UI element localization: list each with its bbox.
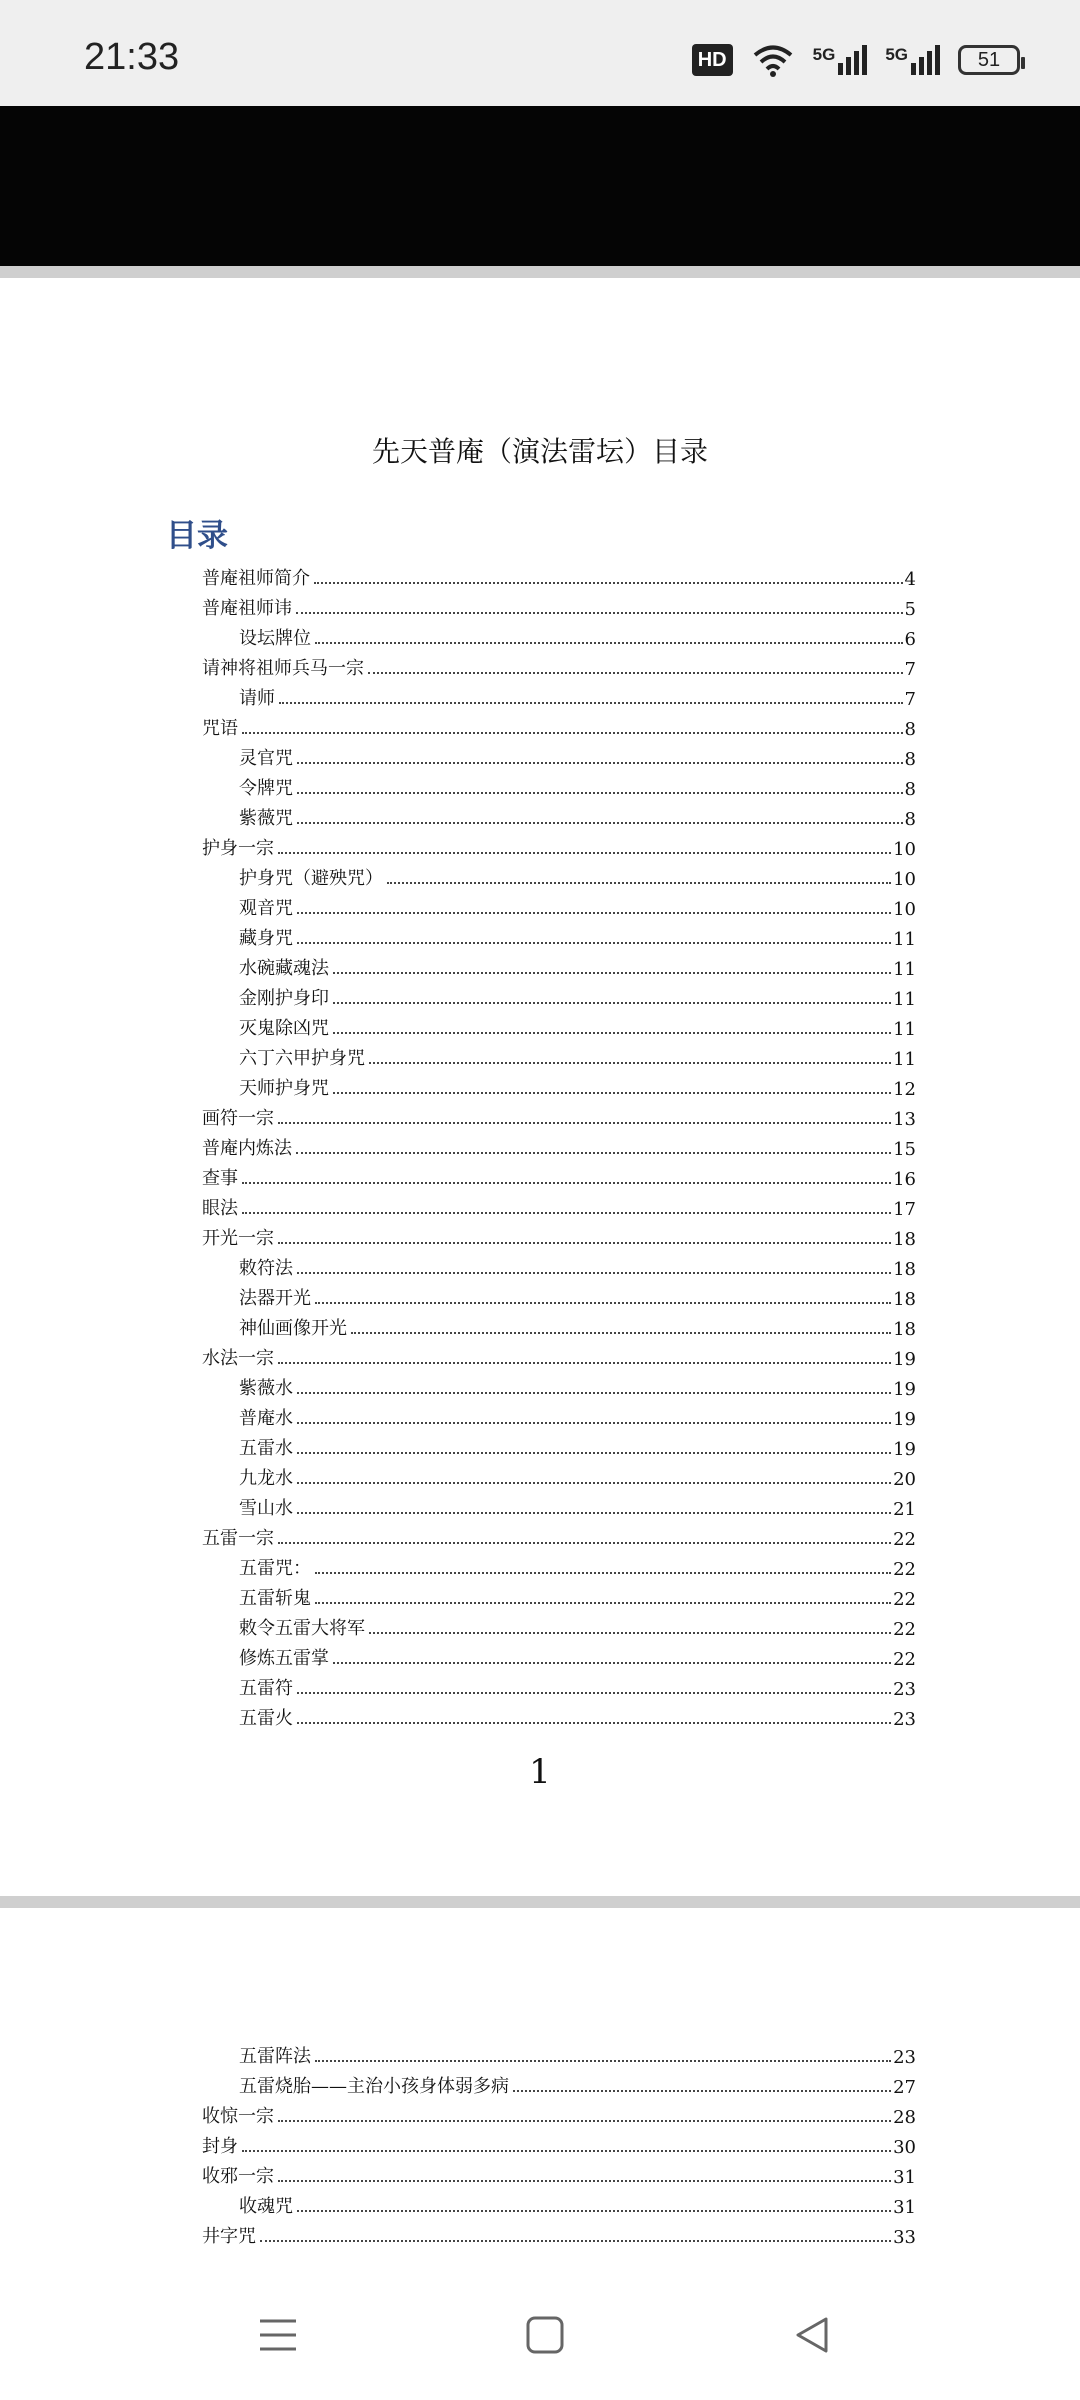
viewer-top-banner (0, 106, 1080, 266)
toc-leader-dots (297, 1392, 891, 1394)
page-gap (0, 266, 1080, 278)
toc-entry-page: 7 (904, 689, 916, 710)
toc-entry-page: 16 (893, 1169, 916, 1190)
toc-entry-label: 请师 (239, 688, 275, 709)
toc-leader-dots (297, 912, 891, 914)
toc-entry[interactable] (239, 740, 916, 770)
toc-entry-page: 20 (893, 1469, 916, 1490)
toc-leader-dots (333, 1002, 891, 1004)
toc-entry-label: 六丁六甲护身咒 (239, 1048, 365, 1069)
menu-button[interactable] (243, 2300, 313, 2370)
back-button[interactable] (777, 2300, 847, 2370)
toc-leader-dots (297, 1452, 891, 1454)
toc-entry[interactable] (239, 1670, 916, 1700)
toc-entry-page: 10 (893, 899, 916, 920)
toc-entry-page: 22 (893, 1559, 916, 1580)
toc-leader-dots (333, 1032, 891, 1034)
toc-entry-label: 敕符法 (239, 1258, 293, 1279)
toc-leader-dots (315, 2060, 891, 2062)
toc-leader-dots (297, 762, 903, 764)
battery-level: 51 (977, 48, 1001, 71)
toc-leader-dots (278, 1362, 891, 1364)
toc-leader-dots (369, 1632, 891, 1634)
toc-entry[interactable] (202, 650, 916, 680)
toc-entry-label: 普庵内炼法 (202, 1138, 292, 1159)
toc-entry-page: 4 (904, 569, 916, 590)
toc-entry-page: 21 (893, 1499, 916, 1520)
toc-entry[interactable] (202, 710, 916, 740)
toc-leader-dots (278, 1542, 891, 1544)
toc-entry-label: 画符一宗 (202, 1108, 274, 1129)
toc-entry-page: 31 (893, 2167, 916, 2188)
toc-entry[interactable] (202, 1520, 916, 1550)
toc-entry-label: 设坛牌位 (239, 628, 311, 649)
toc-entry-label: 九龙水 (239, 1468, 293, 1489)
toc-entry-label: 封身 (202, 2136, 238, 2157)
toc-entry[interactable] (239, 980, 916, 1010)
toc-entry[interactable] (202, 1160, 916, 1190)
toc-entry[interactable] (239, 800, 916, 830)
toc-leader-dots (369, 1062, 891, 1064)
toc-entry-label: 五雷阵法 (239, 2046, 311, 2067)
toc-entry-label: 天师护身咒 (239, 1078, 329, 1099)
toc-entry-page: 19 (893, 1439, 916, 1460)
toc-entry-page: 27 (893, 2077, 916, 2098)
toc-leader-dots (315, 1302, 891, 1304)
toc-entry-page: 6 (904, 629, 916, 650)
document-title: 先天普庵（演法雷坛）目录 (371, 435, 708, 468)
toc-entry-page: 8 (904, 779, 916, 800)
toc-entry[interactable] (239, 2188, 916, 2218)
toc-entry-label: 法器开光 (239, 1288, 311, 1309)
home-button[interactable] (510, 2300, 580, 2370)
toc-entry[interactable] (239, 1490, 916, 1520)
toc-entry-page: 18 (893, 1229, 916, 1250)
toc-entry[interactable] (239, 2068, 916, 2098)
toc-entry-page: 23 (893, 1679, 916, 1700)
toc-entry-page: 28 (893, 2107, 916, 2128)
toc-leader-dots (297, 1272, 891, 1274)
toc-entry-page: 8 (904, 719, 916, 740)
toc-entry[interactable] (202, 1190, 916, 1220)
toc-entry[interactable] (239, 1070, 916, 1100)
toc-entry[interactable] (202, 1340, 916, 1370)
page-separator (0, 1896, 1080, 1908)
toc-entry-page: 10 (893, 869, 916, 890)
toc-entry[interactable] (239, 1250, 916, 1280)
toc-entry-label: 五雷水 (239, 1438, 293, 1459)
toc-heading: 目录 (166, 518, 228, 553)
toc-entry-page: 11 (893, 989, 916, 1010)
toc-entry-page: 8 (904, 749, 916, 770)
toc-entry-page: 8 (904, 809, 916, 830)
signal-5g-label: 5G (812, 45, 836, 64)
toc-leader-dots (278, 1122, 891, 1124)
toc-entry-label: 紫薇咒 (239, 808, 293, 829)
toc-entry[interactable] (239, 2038, 916, 2068)
toc-leader-dots (368, 672, 903, 674)
toc-entry-page: 23 (893, 1709, 916, 1730)
toc-entry-page: 31 (893, 2197, 916, 2218)
toc-entry[interactable] (202, 2128, 916, 2158)
toc-leader-dots (279, 702, 903, 704)
toc-entry-label: 观音咒 (239, 898, 293, 919)
toc-entry-label: 查事 (202, 1168, 238, 1189)
toc-entry[interactable] (202, 2098, 916, 2128)
battery-icon (958, 45, 1020, 75)
toc-entry[interactable] (202, 1130, 916, 1160)
toc-leader-dots (278, 1242, 891, 1244)
toc-entry-page: 18 (893, 1259, 916, 1280)
toc-leader-dots (297, 1482, 891, 1484)
toc-entry-page: 5 (904, 599, 916, 620)
toc-entry-page: 10 (893, 839, 916, 860)
toc-entry[interactable] (239, 860, 916, 890)
toc-entry-label: 护身咒（避殃咒） (239, 868, 383, 889)
toc-entry-page: 33 (893, 2227, 916, 2248)
toc-entry-label: 灵官咒 (239, 748, 293, 769)
toc-entry[interactable] (202, 590, 916, 620)
toc-entry-label: 普庵祖师简介 (202, 568, 310, 589)
toc-entry[interactable] (239, 1310, 916, 1340)
toc-entry-label: 眼法 (202, 1198, 238, 1219)
toc-entry[interactable] (239, 1700, 916, 1730)
toc-entry[interactable] (239, 1400, 916, 1430)
toc-entry-label: 敕令五雷大将军 (239, 1618, 365, 1639)
toc-entry-label: 普庵水 (239, 1408, 293, 1429)
toc-leader-dots (297, 942, 891, 944)
toc-leader-dots (297, 1692, 891, 1694)
toc-entry-page: 18 (893, 1319, 916, 1340)
toc-leader-dots (278, 2180, 891, 2182)
toc-entry[interactable] (239, 1280, 916, 1310)
back-icon (792, 2315, 832, 2355)
toc-entry-page: 22 (893, 1649, 916, 1670)
toc-entry-page: 18 (893, 1289, 916, 1310)
toc-entry[interactable] (202, 1100, 916, 1130)
toc-entry[interactable] (239, 1640, 916, 1670)
toc-entry-label: 神仙画像开光 (239, 1318, 347, 1339)
toc-leader-dots (297, 792, 903, 794)
toc-entry[interactable] (239, 1040, 916, 1070)
toc-leader-dots (333, 1092, 891, 1094)
status-bar (0, 0, 1080, 106)
toc-leader-dots (333, 1662, 891, 1664)
toc-entry-label: 灭鬼除凶咒 (239, 1018, 329, 1039)
status-time: 21:33 (84, 36, 180, 78)
toc-entry-page: 19 (893, 1409, 916, 1430)
toc-entry-label: 普庵祖师讳 (202, 598, 292, 619)
toc-leader-dots (296, 1152, 891, 1154)
page-number: 1 (529, 1752, 551, 1792)
toc-entry-label: 水法一宗 (202, 1348, 274, 1369)
toc-entry-label: 五雷一宗 (202, 1528, 274, 1549)
toc-entry-page: 22 (893, 1619, 916, 1640)
toc-entry-page: 19 (893, 1349, 916, 1370)
toc-entry[interactable] (239, 680, 916, 710)
toc-entry-label: 五雷烧胎——主治小孩身体弱多病 (239, 2076, 509, 2097)
toc-entry-label: 收邪一宗 (202, 2166, 274, 2187)
toc-leader-dots (242, 1212, 891, 1214)
toc-leader-dots (278, 852, 891, 854)
toc-entry-page: 7 (904, 659, 916, 680)
toc-leader-dots (242, 2150, 891, 2152)
toc-entry-page: 30 (893, 2137, 916, 2158)
toc-entry[interactable] (202, 560, 916, 590)
wifi-icon (751, 42, 795, 78)
toc-entry-page: 11 (893, 1049, 916, 1070)
toc-entry-label: 五雷符 (239, 1678, 293, 1699)
toc-entry-page: 13 (893, 1109, 916, 1130)
toc-leader-dots (296, 612, 903, 614)
toc-leader-dots (278, 2120, 891, 2122)
toc-entry-page: 17 (893, 1199, 916, 1220)
toc-entry-label: 修炼五雷掌 (239, 1648, 329, 1669)
toc-leader-dots (315, 1572, 891, 1574)
menu-icon (258, 2315, 298, 2355)
toc-entry-label: 收惊一宗 (202, 2106, 274, 2127)
toc-entry-label: 紫薇水 (239, 1378, 293, 1399)
toc-entry-page: 23 (893, 2047, 916, 2068)
signal-5g-icon (885, 45, 940, 75)
toc-entry[interactable] (202, 1220, 916, 1250)
toc-entry[interactable] (239, 920, 916, 950)
toc-entry-page: 19 (893, 1379, 916, 1400)
document-page-1[interactable] (0, 278, 1080, 1896)
signal-5g-icon (813, 45, 868, 75)
toc-entry-label: 咒语 (202, 718, 238, 739)
toc-leader-dots (351, 1332, 891, 1334)
toc-entry[interactable] (239, 1430, 916, 1460)
toc-entry-page: 11 (893, 929, 916, 950)
toc-leader-dots (297, 1722, 891, 1724)
toc-leader-dots (297, 822, 903, 824)
toc-entry-label: 令牌咒 (239, 778, 293, 799)
toc-entry-label: 水碗藏魂法 (239, 958, 329, 979)
toc-entry-label: 护身一宗 (202, 838, 274, 859)
toc-entry-page: 11 (893, 1019, 916, 1040)
toc-entry-page: 22 (893, 1589, 916, 1610)
toc-leader-dots (242, 1182, 891, 1184)
toc-entry[interactable] (202, 2158, 916, 2188)
toc-entry[interactable] (239, 1580, 916, 1610)
toc-entry[interactable] (239, 1010, 916, 1040)
toc-entry-label: 金刚护身印 (239, 988, 329, 1009)
toc-leader-dots (242, 732, 903, 734)
toc-entry[interactable] (202, 2218, 916, 2248)
toc-leader-dots (315, 1602, 891, 1604)
home-icon (525, 2315, 565, 2355)
toc-leader-dots (513, 2090, 891, 2092)
toc-entry[interactable] (239, 1370, 916, 1400)
toc-leader-dots (315, 642, 903, 644)
toc-entry-label: 雪山水 (239, 1498, 293, 1519)
document-page-2[interactable] (0, 1908, 1080, 2268)
toc-entry[interactable] (239, 1460, 916, 1490)
navigation-bar (0, 2268, 1080, 2400)
toc-entry[interactable] (239, 770, 916, 800)
toc-entry[interactable] (239, 1610, 916, 1640)
toc-entry-label: 五雷火 (239, 1708, 293, 1729)
toc-entry-label: 开光一宗 (202, 1228, 274, 1249)
toc-entry-label: 五雷斩鬼 (239, 1588, 311, 1609)
toc-entry[interactable] (239, 890, 916, 920)
toc-leader-dots (333, 972, 891, 974)
hd-icon: HD (692, 44, 733, 76)
toc-entry[interactable] (239, 950, 916, 980)
toc-entry-label: 藏身咒 (239, 928, 293, 949)
toc-entry-label: 井字咒 (202, 2226, 256, 2247)
toc-entry[interactable] (202, 830, 916, 860)
toc-leader-dots (314, 582, 903, 584)
toc-entry-label: 五雷咒： (239, 1558, 311, 1579)
toc-leader-dots (387, 882, 891, 884)
toc-entry-page: 11 (893, 959, 916, 980)
toc-entry-page: 22 (893, 1529, 916, 1550)
signal-5g-label: 5G (885, 45, 908, 64)
toc-leader-dots (297, 1422, 891, 1424)
toc-entry[interactable] (239, 620, 916, 650)
toc-entry-label: 收魂咒 (239, 2196, 293, 2217)
toc-entry-label: 请神将祖师兵马一宗 (202, 658, 364, 679)
toc-entry[interactable] (239, 1550, 916, 1580)
toc-entry-page: 15 (893, 1139, 916, 1160)
toc-leader-dots (297, 2210, 891, 2212)
toc-leader-dots (260, 2240, 891, 2242)
status-icons (692, 40, 1020, 80)
toc-entry-page: 12 (893, 1079, 916, 1100)
toc-leader-dots (297, 1512, 891, 1514)
